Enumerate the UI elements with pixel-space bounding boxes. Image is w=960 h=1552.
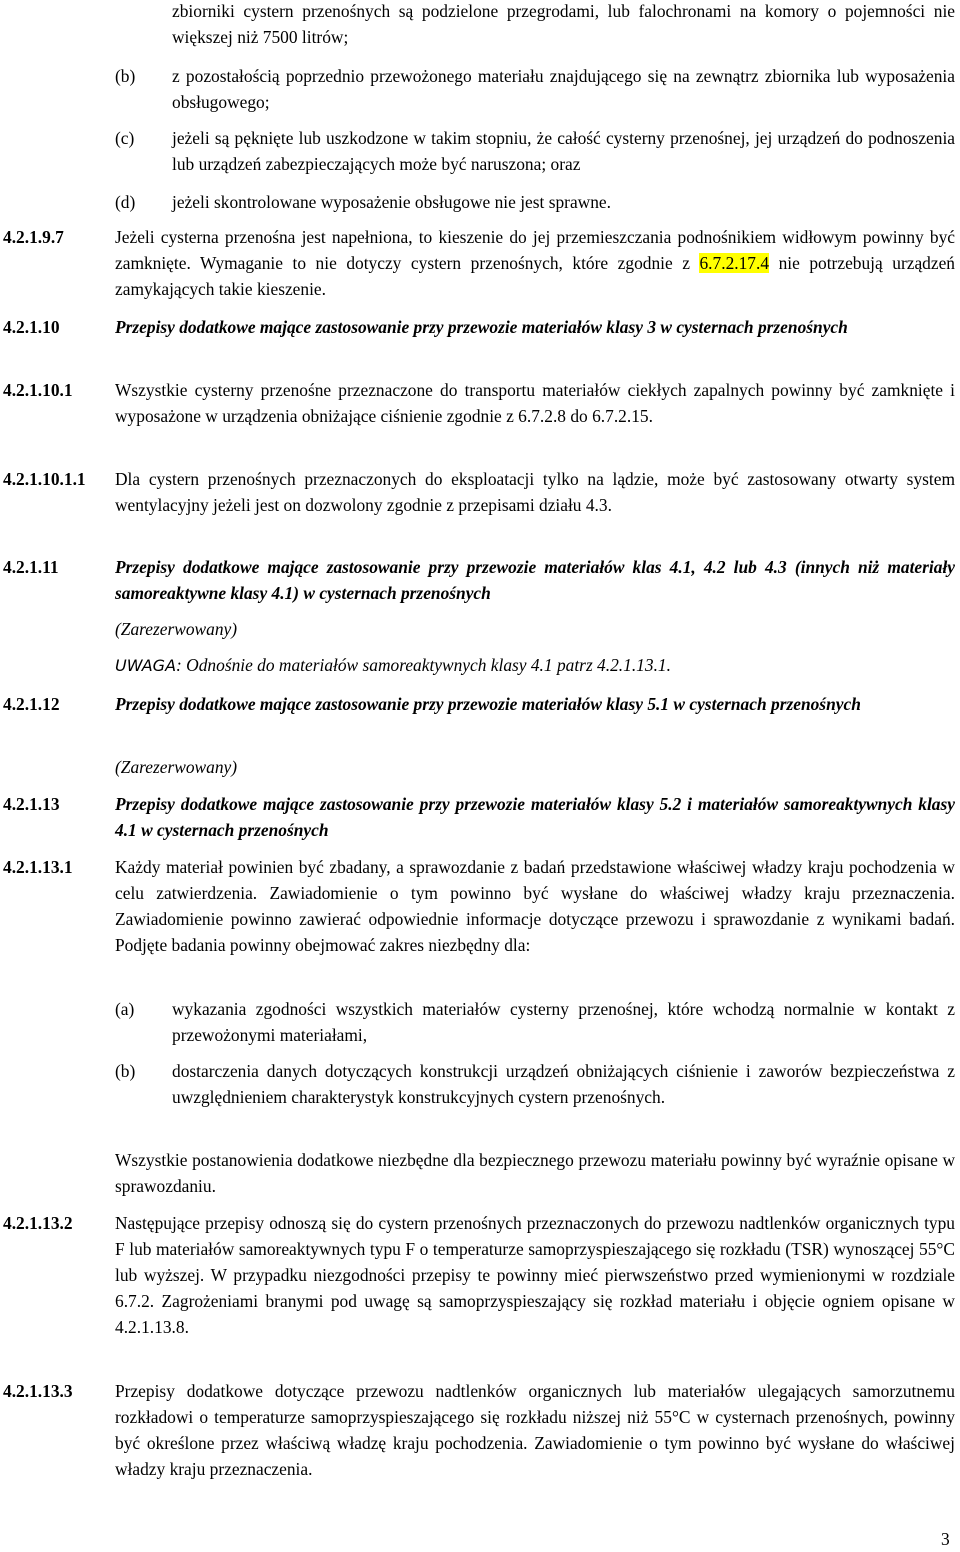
section-text: Następujące przepisy odnoszą się do cystern przenośnych przeznaczonych do przewozu nadtlenków organicznych typu F lub materiałów samoreaktywnych typu F o temperaturze samoprzyspieszającego się rozkładu (TSR) wynoszącej 55°C lub wyższej. W przypadku niezgodności przepisy te powinny mieć pierwszeństwo przed wymienionymi w rozdziale 6.7.2. Zagrożeniami branymi pod uwagę są samoprzyspieszający się rozkład materiału i objęcie ogniem opisane w 4.2.1.13.8.: [115, 1213, 955, 1337]
section-text: Przepisy dodatkowe dotyczące przewozu nadtlenków organicznych lub materiałów ulegających samorzutnemu rozkładowi o temperaturze samoprzyspieszającego się rozkładu niższej niż 55°C w cysternach przenośnych, powinny być określone przez właściwą władzę kraju pochodzenia. Zawiadomienie o tym powinno być wysłane do właściwej władzy kraju przeznaczenia.: [115, 1381, 955, 1479]
list-item-text: jeżeli są pęknięte lub uszkodzone w takim stopniu, że całość cysterny przenośnej, jej urządzeń do podnoszenia lub urządzeń zabezpieczających może być naruszona; oraz: [172, 128, 955, 174]
section-number: 4.2.1.12: [3, 694, 60, 714]
closing-paragraph: Wszystkie postanowienia dodatkowe niezbędne dla bezpiecznego przewozu materiału powinny być wyraźnie opisane w sprawozdaniu.: [115, 1150, 955, 1196]
list-item-label: (c): [115, 128, 135, 148]
reserved-note: (Zarezerwowany): [115, 757, 238, 777]
section-number: 4.2.1.9.7: [3, 227, 64, 247]
list-item-label: (d): [115, 192, 136, 212]
list-item-label: (b): [115, 66, 136, 86]
reserved-note: (Zarezerwowany): [115, 619, 238, 639]
section-text: [115, 224, 955, 302]
section-number: 4.2.1.13.3: [3, 1381, 73, 1401]
list-item-text: wykazania zgodności wszystkich materiałów cysterny przenośnej, które wchodzą normalnie w kontakt z przewożonymi materiałami,: [172, 999, 955, 1045]
list-item-label: (b): [115, 1061, 136, 1081]
section-number: 4.2.1.10.1.1: [3, 469, 86, 489]
section-text: Wszystkie cysterny przenośne przeznaczone do transportu materiałów ciekłych zapalnych powinny być zamknięte i wyposażone w urządzenia obniżające ciśnienie zgodnie z 6.7.2.8 do 6.7.2.15.: [115, 380, 955, 426]
list-item-text: dostarczenia danych dotyczących konstrukcji urządzeń obniżających ciśnienie i zaworów bezpieczeństwa z uwzględnieniem charakterystyk konstrukcyjnych cystern przenośnych.: [172, 1061, 955, 1107]
text-part: Jeżeli cysterna przenośna jest napełniona, to kieszenie do jej przemieszczania podnośnikiem widłowym powinny być zamknięte. Wymaganie to nie dotyczy cystern przenośnych, które zgodnie z: [115, 227, 955, 273]
section-heading: Przepisy dodatkowe mające zastosowanie przy przewozie materiałów klasy 3 w cysternach przenośnych: [115, 317, 848, 337]
section-number: 4.2.1.10: [3, 317, 60, 337]
section-heading: Przepisy dodatkowe mające zastosowanie przy przewozie materiałów klas 4.1, 4.2 lub 4.3 (innych niż materiały samoreaktywne klasy 4.1) w cysternach przenośnych: [115, 557, 955, 603]
section-heading: Przepisy dodatkowe mające zastosowanie przy przewozie materiałów klasy 5.2 i materiałów samoreaktywnych klasy 4.1 w cysternach przenośnych: [115, 794, 955, 840]
section-text: Dla cystern przenośnych przeznaczonych do eksploatacji tylko na lądzie, może być zastosowany otwarty system wentylacyjny jeżeli jest on dozwolony zgodnie z przepisami działu 4.3.: [115, 469, 955, 515]
section-number: 4.2.1.13.2: [3, 1213, 73, 1233]
uwaga-text: : Odnośnie do materiałów samoreaktywnych klasy 4.1 patrz 4.2.1.13.1.: [176, 655, 671, 675]
section-text: Każdy materiał powinien być zbadany, a sprawozdanie z badań przedstawione właściwej władzy kraju pochodzenia w celu zatwierdzenia. Zawiadomienie o tym powinno być wysłane do właściwej władzy kraju przeznaczenia. Zawiadomienie powinno zawierać odpowiednie informacje dotyczące przewozu i sprawozdanie z wynikami badań. Podjęte badania powinny obejmować zakres niezbędny dla:: [115, 857, 955, 955]
section-number: 4.2.1.11: [3, 557, 59, 577]
uwaga-note: [115, 652, 955, 679]
section-heading: Przepisy dodatkowe mające zastosowanie przy przewozie materiałów klasy 5.1 w cysternach przenośnych: [115, 694, 861, 714]
list-item-text: jeżeli skontrolowane wyposażenie obsługowe nie jest sprawne.: [172, 192, 611, 212]
section-number: 4.2.1.13: [3, 794, 60, 814]
list-item-text: z pozostałością poprzednio przewożonego materiału znajdującego się na zewnątrz zbiornika lub wyposażenia obsługowego;: [172, 66, 955, 112]
text-part: nie potrzebują urządzeń zamykających takie kieszenie.: [115, 253, 956, 299]
section-number: 4.2.1.13.1: [3, 857, 73, 877]
section-number: 4.2.1.10.1: [3, 380, 73, 400]
uwaga-label: UWAGA: [115, 656, 177, 675]
page-number: 3: [941, 1529, 950, 1549]
continuation-paragraph: zbiorniki cystern przenośnych są podzielone przegrodami, lub falochronami na komory o pojemności nie większej niż 7500 litrów;: [172, 1, 955, 47]
list-item-label: (a): [115, 999, 135, 1019]
highlighted-reference: 6.7.2.17.4: [699, 253, 770, 273]
